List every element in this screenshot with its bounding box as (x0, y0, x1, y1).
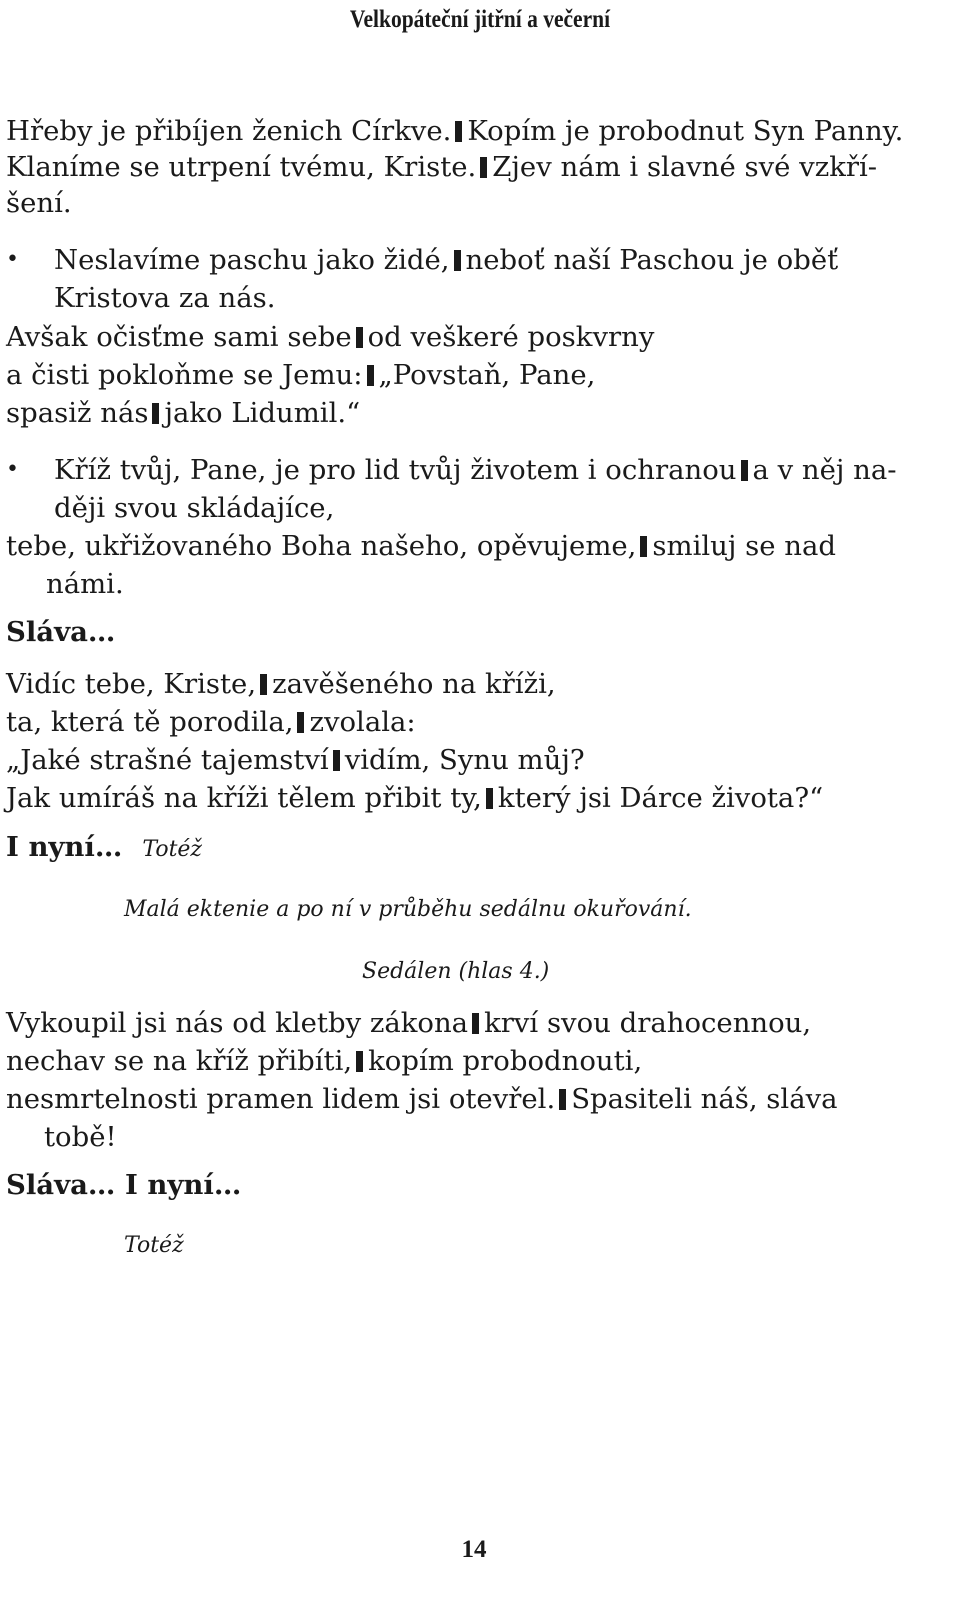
text-line: nesmrtelnosti pramen lidem jsi otevřel. Spasiteli náš, sláva (6, 1083, 838, 1115)
text-line: tebe, ukřižovaného Boha našeho, opěvujeme, smiluj se nad (6, 530, 837, 562)
verse-separator (559, 1089, 566, 1110)
text-line: šení. (6, 187, 72, 219)
text-line: Avšak očisťme sami sebe od veškeré poskvrny (6, 321, 655, 353)
text-line: námi. (46, 568, 124, 600)
text-line: „Jaké strašné tajemství vidím, Synu můj? (6, 744, 585, 776)
verse-separator (356, 327, 363, 348)
text-line: I nyní… Totéž (6, 831, 203, 863)
verse-separator (297, 712, 304, 733)
text-line: ději svou skládajíce, (54, 492, 335, 524)
text-line: Kříž tvůj, Pane, je pro lid tvůj životem i ochranou a v něj na- (54, 454, 897, 486)
text-line: tobě! (44, 1121, 117, 1153)
rubric: Malá ektenie a po ní v průběhu sedálnu okuřování. (124, 897, 692, 922)
text-line: spasiž nás jako Lidumil.“ (6, 397, 361, 429)
doxology-heading: Sláva… I nyní… (6, 1169, 242, 1201)
verse-separator (152, 403, 159, 424)
text-line: Jak umíráš na kříži tělem přibit ty, který jsi Dárce života?“ (6, 782, 824, 814)
bullet-icon: • (6, 457, 19, 482)
text-line: Neslavíme paschu jako židé, neboť naší Paschou je oběť (54, 244, 839, 276)
text-line: a čisti pokloňme se Jemu: „Povstaň, Pane, (6, 359, 596, 391)
text-line: Kristova za nás. (54, 282, 276, 314)
verse-separator (741, 460, 748, 481)
verse-separator (455, 121, 462, 142)
page-number: 14 (461, 1536, 487, 1563)
verse-separator (356, 1051, 363, 1072)
verse-separator (480, 157, 487, 178)
rubric-heading: Sedálen (hlas 4.) (362, 959, 550, 984)
rubric: Totéž (124, 1233, 184, 1258)
verse-separator (486, 788, 493, 809)
text-line: Hřeby je přibíjen ženich Církve. Kopím je probodnut Syn Panny. (6, 115, 904, 147)
verse-separator (367, 365, 374, 386)
text-line: Vykoupil jsi nás od kletby zákona krví svou drahocennou, (6, 1007, 812, 1039)
running-header: Velkopáteční jitřní a večerní (349, 6, 611, 33)
verse-separator (454, 250, 461, 271)
bullet-icon: • (6, 247, 19, 272)
verse-separator (640, 536, 647, 557)
verse-separator (472, 1013, 479, 1034)
doxology-heading: Sláva… (6, 616, 116, 648)
verse-separator (333, 750, 340, 771)
text-line: Klaníme se utrpení tvému, Kriste. Zjev nám i slavné své vzkří- (6, 151, 878, 183)
text-line: nechav se na kříž přibíti, kopím probodnouti, (6, 1045, 643, 1077)
verse-separator (260, 674, 267, 695)
text-line: Vidíc tebe, Kriste, zavěšeného na kříži, (6, 668, 556, 700)
text-line: ta, která tě porodila, zvolala: (6, 706, 416, 738)
